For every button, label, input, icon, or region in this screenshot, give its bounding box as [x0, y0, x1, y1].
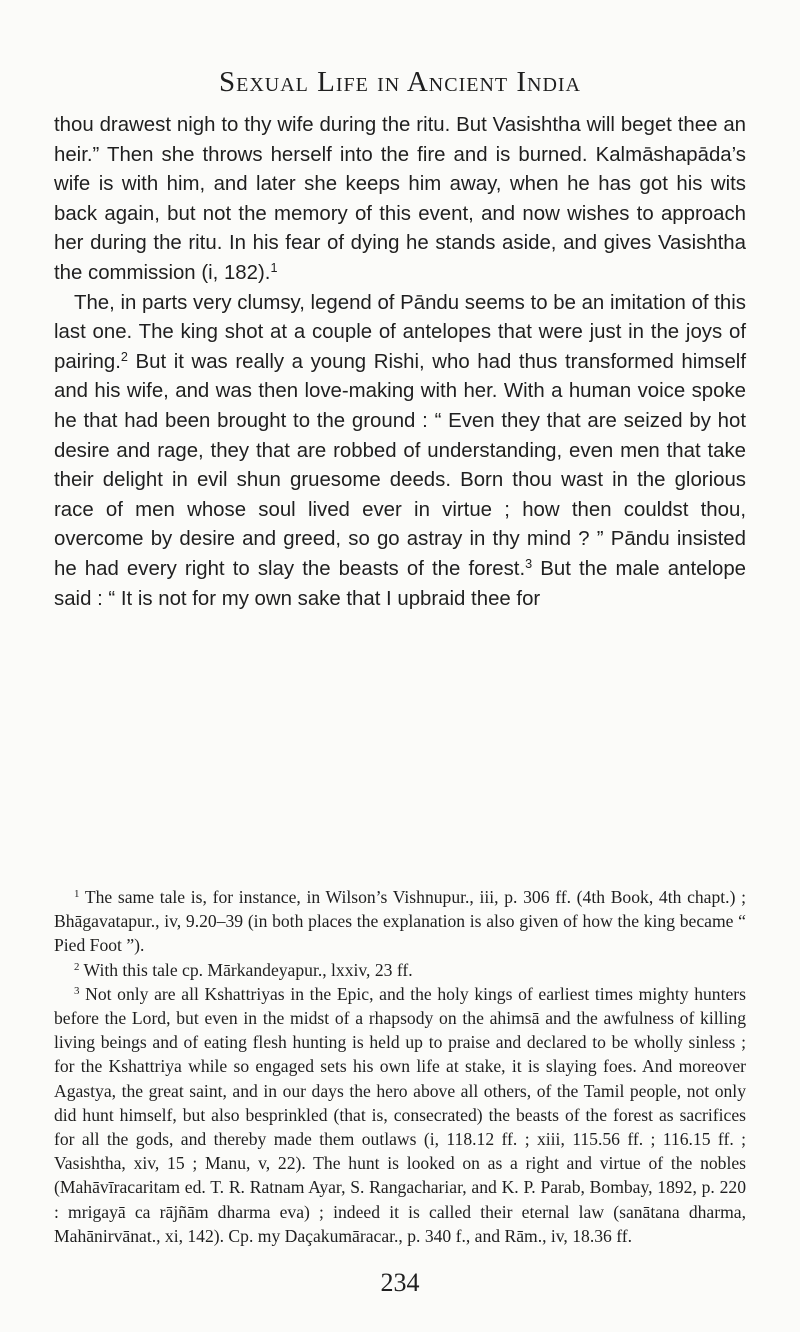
footnote-ref-2: 2: [120, 349, 128, 364]
running-header: Sexual Life in Ancient India: [218, 66, 582, 98]
footnote-number: 1: [74, 888, 80, 900]
footnote-text: The same tale is, for instance, in Wilson’s Vishnupur., iii, p. 306 ff. (4th Book, 4th chapt.) ; Bhāgavatapur., iv, 9.20–39 (in both places the explanation is also given of how the king became “ Pied Foot ”).: [54, 887, 746, 956]
footnotes: [54, 885, 746, 1248]
footnote-text: With this tale cp. Mārkandeyapur., lxxiv, 23 ff.: [83, 959, 413, 980]
footnote-2: [54, 958, 746, 982]
footnote-ref-1: 1: [270, 261, 278, 276]
paragraph-2: [54, 289, 746, 615]
paragraph-2-text-a: The, in parts very clumsy, legend of Pāndu seems to be an imitation of this last one. The king shot at a couple of antelopes that were just in the joys of pairing.: [54, 291, 746, 373]
footnote-ref-3: 3: [525, 556, 533, 571]
paragraph-1-text: thou drawest nigh to thy wife during the ritu. But Vasishtha will beget thee an heir.” Then she throws herself into the fire and is burned. Kalmāshapāda’s wife is with him, and later she keeps him away, when he has got his wits back again, but not the memory of this event, and now wishes to approach her during the ritu. In his fear of dying he stands aside, and gives Vasishtha the commission (i, 182).: [54, 114, 746, 284]
paragraph-2-text-b: But it was really a young Rishi, who had thus transformed himself and his wife, and was then love-making with her. With a human voice spoke he that had been brought to the ground : “ Even they that are seized by hot desire and rage, they that are robbed of understanding, even men that take their delight in evil shun gruesome deeds. Born thou wast in the glorious race of men whose soul lived ever in virtue ; how then couldst thou, overcome by desire and greed, so go astray in thy mind ? ” Pāndu insisted he had every right to slay the beasts of the forest.: [54, 350, 746, 580]
paragraph-1: [54, 111, 746, 289]
footnote-3: [54, 982, 746, 1248]
footnote-1: [54, 885, 746, 958]
footnote-number: 3: [74, 984, 80, 997]
paragraph-2-text-c: But the male antelope said : “ It is not for my own sake that I upbraid thee for: [54, 557, 746, 610]
footnote-number: 2: [74, 960, 80, 973]
page-number: 234: [380, 1268, 420, 1297]
footnote-text: Not only are all Kshattriyas in the Epic, and the holy kings of earliest times mighty hunters before the Lord, but even in the midst of a rhapsody on the ahimsā and the awfulness of killing living beings and of eating flesh hunting is held up to praise and declared to be wholly sinless ; for the Kshattriya while so engaged sets his own life at stake, it is slaying foes. And moreover Agastya, the great saint, and in our days the hero above all others, of the Tamil people, not only did hunt himself, but also besprinkled (that is, consecrated) the beasts of the forest as sacrifices for all the gods, and thereby made them outlaws (i, 118.12 ff. ; xiii, 115.56 ff. ; 116.15 ff. ; Vasishtha, xiv, 15 ; Manu, v, 22). The hunt is looked on as a right and virtue of the nobles (Mahāvīracaritam ed. T. R. Ratnam Ayar, S. Rangachariar, and K. P. Parab, Bombay, 1892, p. 220 : mrigayā ca rājñām dharma eva) ; indeed it is called their eternal law (sanātana dharma, Mahānirvānat., xi, 142). Cp. my Daçakumāracar., p. 340 f., and Rām., iv, 18.36 ff.: [54, 983, 746, 1246]
main-text: [54, 111, 746, 614]
